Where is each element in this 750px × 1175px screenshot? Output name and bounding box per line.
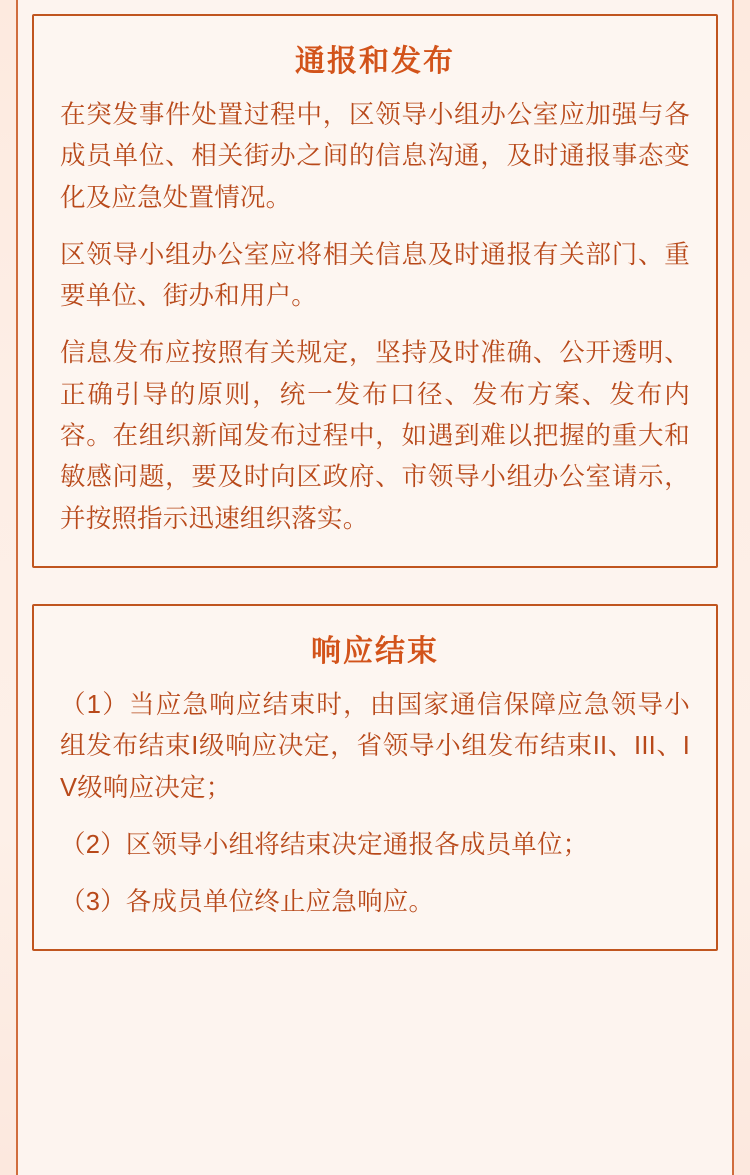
right-frame-line: [732, 0, 734, 1175]
section-response-termination: [32, 604, 718, 951]
section-title: 通报和发布: [295, 45, 455, 78]
section-paragraph: 区领导小组办公室应将相关信息及时通报有关部门、重要单位、街办和用户。: [60, 240, 690, 311]
section-notification-and-release: [32, 14, 718, 568]
section-paragraph: 在突发事件处置过程中，区领导小组办公室应加强与各成员单位、相关街办之间的信息沟通，及时通报事态变化及应急处置情况。: [60, 101, 690, 212]
top-spacer: [16, 0, 734, 14]
section-list-item: （1）当应急响应结束时，由国家通信保障应急领导小组发布结束I级响应决定，省领导小组发布结束II、III、IV级响应决定；: [60, 690, 690, 802]
bottom-spacer: [16, 951, 734, 1007]
section-paragraph: 信息发布应按照有关规定，坚持及时准确、公开透明、正确引导的原则，统一发布口径、发布方案、发布内容。在组织新闻发布过程中，如遇到难以把握的重大和敏感问题，要及时向区政府、市领导小组办公室请示，并按照指示迅速组织落实。: [60, 339, 690, 533]
section-list-item: （3）各成员单位终止应急响应。: [60, 888, 435, 917]
section-title: 响应结束: [311, 634, 439, 668]
left-frame-line: [16, 0, 18, 1175]
section-list-item: （2）区领导小组将结束决定通报各成员单位；: [60, 830, 589, 859]
document-sheet: [16, 0, 734, 1175]
